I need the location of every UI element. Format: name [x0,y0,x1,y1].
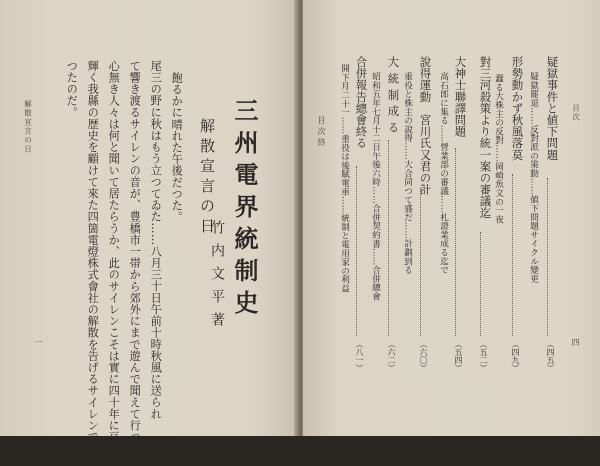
toc-entry-sub: 開下月二十一……重役は後賦電車……統制と電用家の利益 [339,64,350,293]
toc-leader [547,178,548,336]
toc-end-label: 目次終 [317,116,326,149]
toc-entry-number: （四九） [511,340,520,372]
left-page [0,0,297,466]
running-header-right: 目次 [571,104,581,122]
toc-entry-number: （八一） [355,340,364,372]
toc-entry-sub: 重役と株主の說得……大合同つて盛だ……計劃到る [402,72,413,275]
section-subtitle: 解散宣言の日 [198,118,216,238]
author-name: 竹内文平著 [209,220,225,335]
toc-leader [356,166,357,336]
toc-entry-title: 大統制成る [386,56,401,138]
book-title: 三州電界統制史 [230,98,259,322]
body-line-6: つたのだ。 [65,60,79,118]
page-number-right: 四 [571,338,580,346]
body-line-3: て響き渡るサイレンの音が、豊橋市一帯から郊外にまで遊んで聞えて行つた。 [128,60,142,466]
toc-entry-sub: 昭和五年七月十二日午後六時……合併契約書……合併總會 [370,72,381,301]
toc-entry-sub: 蠢る大株主の反對……岡崎魚文の一夜 [493,74,504,224]
body-line-5: 輝く我縣の歴史を顧けて來た四箇電燈株式會社の解散を告げるサイレンであ [86,60,100,455]
toc-leader [480,232,481,336]
toc-entry-sub: 高石郎に集る……營業部の審議……札證業成る迄で [438,72,449,275]
toc-entry-number: （六二） [387,340,396,372]
toc-entry-number: （五四） [454,340,463,372]
body-line-2: 尾三の野に秋はもう立つてゐた……八月三十日午前十時秋風に送られ [149,60,163,420]
body-line-1: 飽るかに晴れた午後だつた。 [170,72,184,223]
page-number-left: 一 [34,338,43,346]
body-line-4: 心無き人々は何と聞いて居たらうか、此のサイレンこそは實に四十年に亘る [107,60,121,455]
toc-leader [512,174,513,336]
toc-entry-title: 形勢動かず秋風落莫 [510,56,525,161]
right-page [303,0,600,436]
toc-entry-title: 疑獄事件と値下問題 [545,56,560,161]
toc-entry-number: （六〇） [419,340,428,372]
toc-entry-title: 說得運動 宮川氏又君の計 [418,56,433,196]
toc-entry-sub: 疑獄罷退……反對派の策動……値下問題サイクル變更 [528,72,539,284]
toc-entry-number: （四五） [546,340,555,372]
toc-entry-title: 大神士聯譯問題 [453,56,468,138]
toc-leader [420,188,421,336]
toc-entry-title: 合併報告總會終る [354,56,369,149]
toc-leader [388,140,389,336]
toc-entry-number: （五二） [479,340,488,372]
toc-leader [455,148,456,336]
toc-entry-title: 對三河殺策より統一案の審議迄 [478,56,493,219]
running-header-left: 解散宣言の日 [23,100,33,154]
